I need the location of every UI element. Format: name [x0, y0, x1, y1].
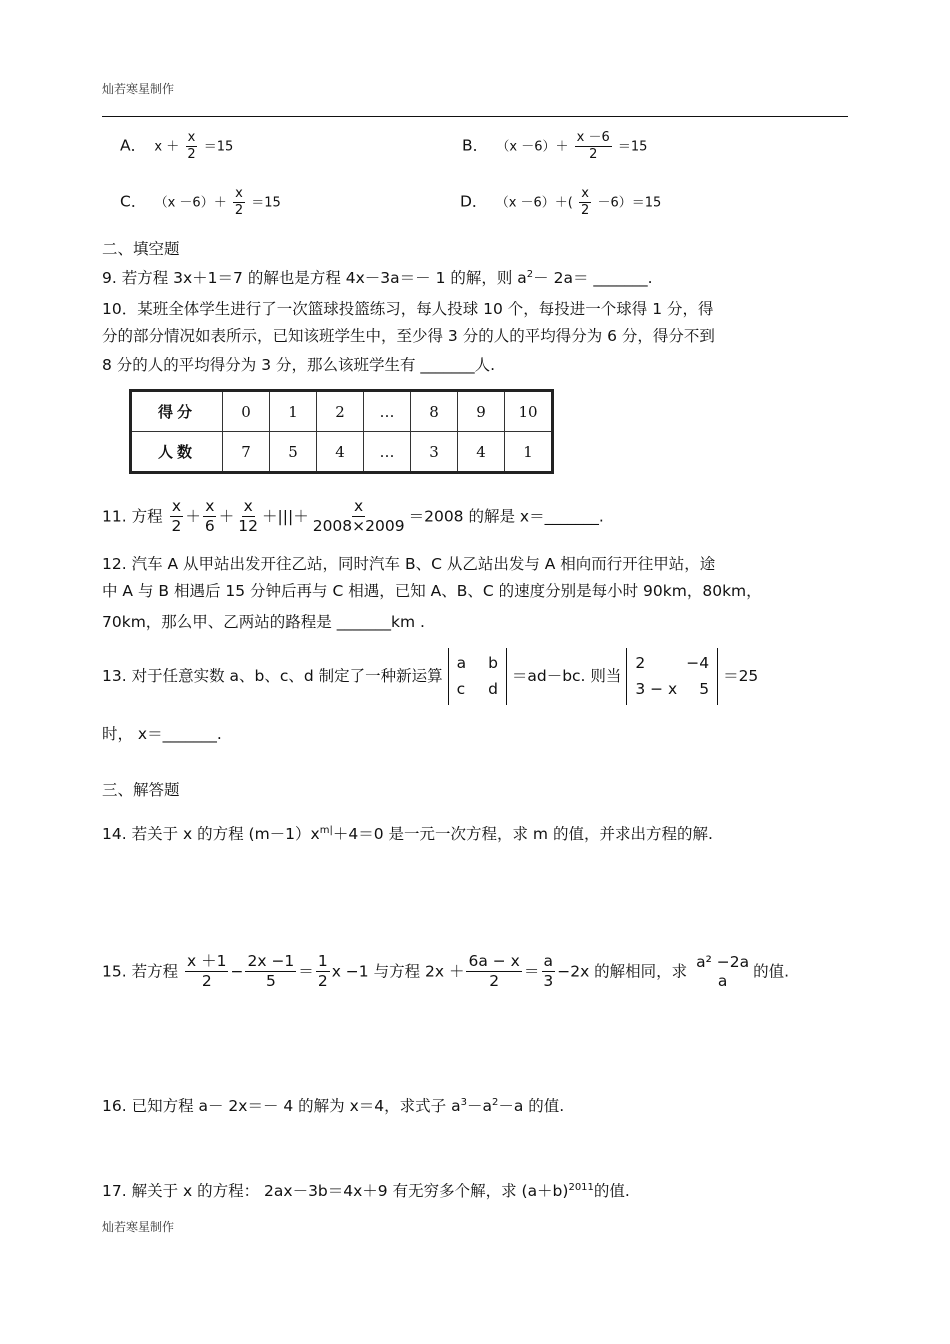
question-14: 14. 若关于 x 的方程 $(m-1)x^{m|}+4=0$ 是一元一次方程，求 m 的值，并求出方程的解. [102, 824, 713, 843]
option-c: C． （x －6）＋ $\frac{x}{2}$ ＝15 [120, 186, 281, 219]
page-header: 灿若寒星制作 [102, 82, 175, 96]
question-10-line2: 分的部分情况如表所示，已知该班学生中，至少得 3 分的人的平均得分为 6 分，得分不到 [102, 327, 715, 345]
question-10-line3: 8 分的人的平均得分为 3 分，那么该班学生有 _______人. [102, 356, 496, 374]
question-16: 16. 已知方程 a－ 2x＝－ 4 的解为 x＝4，求式子 $a^3-a^2-a$ 的值. [102, 1096, 565, 1115]
table-row: 得分 0 1 2 … 8 9 10 [131, 391, 553, 432]
section-solve-title: 三、解答题 [102, 781, 180, 799]
table-row: 人数 7 5 4 … 3 4 1 [131, 432, 553, 473]
question-15: 15. 若方程 $\frac{x +1}{2}$ − $\frac{2x -1}{5}$ ＝ $\frac{1}{2}$ x −1 与方程 2x ＋ $\frac{6a - x}{2}$ ＝ $\frac{a}{3}$ −2x 的解相同，求 a² −2a a 的值. [102, 952, 790, 991]
page-footer: 灿若寒星制作 [102, 1220, 175, 1234]
question-12-line1: 12. 汽车 A 从甲站出发开往乙站，同时汽车 B、C 从乙站出发与 A 相向而行开往甲站，途 [102, 555, 716, 573]
question-11: 11. 方程 $\frac{x}{2}$ ＋ $\frac{x}{6}$ ＋ $\frac{x}{12}$ ＋|||＋ $\frac{x}{2008\times 2009}$ ＝2008 的解是 x＝_______. [102, 497, 604, 536]
question-17: 17. 解关于 x 的方程： 2ax－3b＝4x＋9 有无穷多个解，求 $(a+b)^{2011}$的值. [102, 1181, 630, 1200]
section-fill-in-title: 二、填空题 [102, 240, 180, 258]
question-10-line1: 10．某班全体学生进行了一次篮球投篮练习，每人投球 10 个，每投进一个球得 1 分，得 [102, 300, 714, 318]
question-9: 9. 若方程 3x＋1＝7 的解也是方程 4x－3a＝－ 1 的解，则 $a^2- 2a=$ _______. [102, 268, 653, 287]
option-a: A． x ＋ $\frac{x}{2}$ ＝15 [120, 130, 234, 163]
header-divider [102, 116, 848, 117]
option-b: B． （x －6）＋ $\frac{x -6}{2}$ ＝15 [462, 130, 648, 163]
question-13-line2: 时， x＝_______. [102, 725, 222, 743]
determinant-numeric: 2 −4 3 − x 5 [626, 648, 718, 705]
determinant-abcd: a b c d [448, 648, 507, 705]
question-12-line2: 中 A 与 B 相遇后 15 分钟后再与 C 相遇，已知 A、B、C 的速度分别是每小时 90km，80km， [102, 582, 762, 600]
option-d: D． （x －6）＋( $\frac{x}{2}$ －6）＝15 [460, 186, 662, 219]
question-12-line3: 70km，那么甲、乙两站的路程是 _______km . [102, 613, 425, 631]
question-13: 13. 对于任意实数 a、b、c、d 制定了一种新运算 a b c d ＝ad－bc. 则当 2 −4 3 − x 5 ＝25 [102, 648, 758, 705]
score-table [129, 389, 554, 474]
